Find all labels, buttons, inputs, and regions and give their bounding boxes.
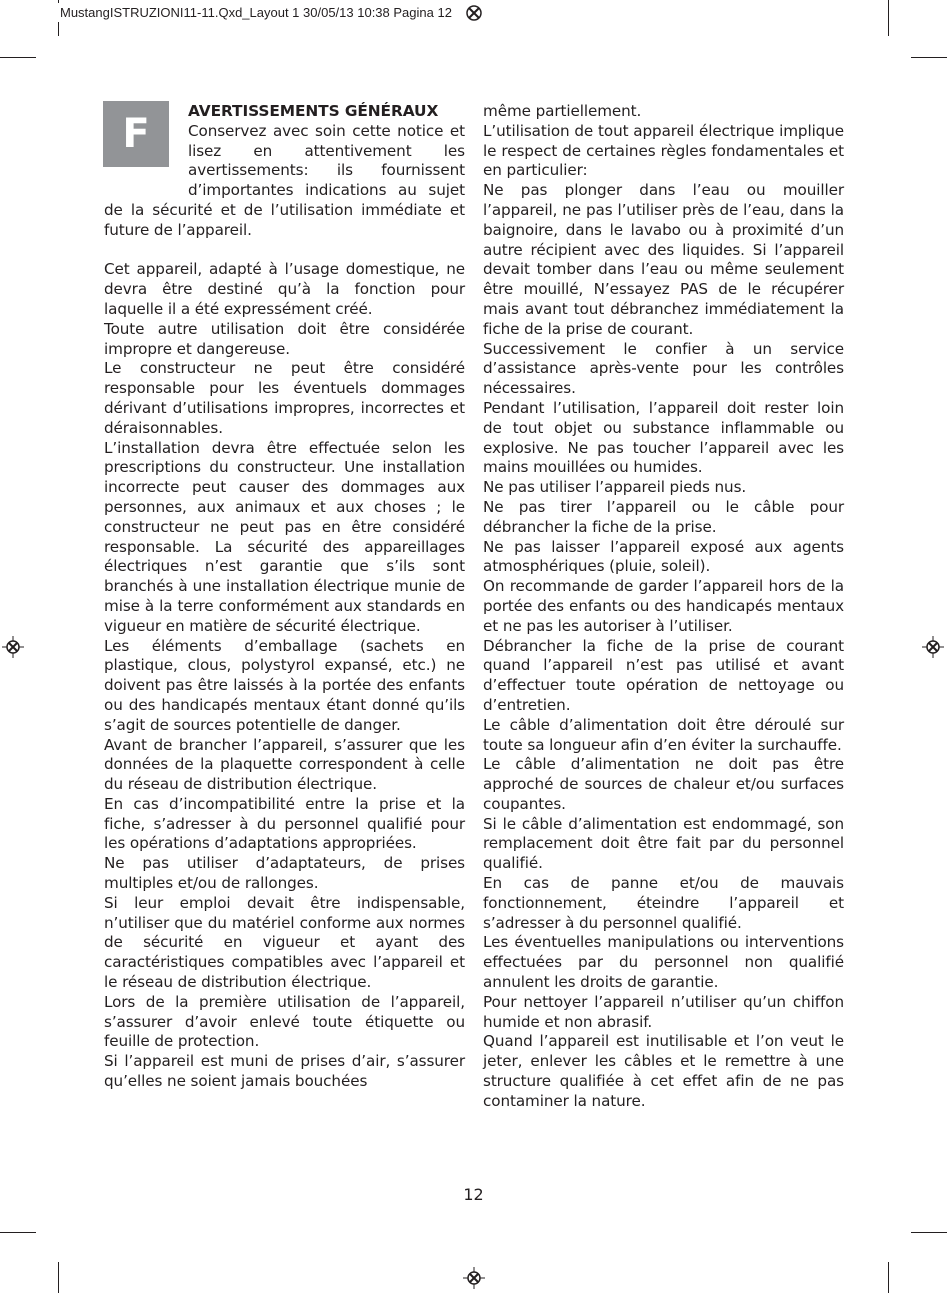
paragraph: Si leur emploi devait être indispensable, n’utiliser que du matériel conforme aux normes de sécurité en vigueur et ayant des caractéristiques compatibles avec l’appareil et le réseau de distribution électrique. bbox=[104, 893, 465, 992]
registration-mark-icon bbox=[2, 636, 24, 658]
registration-mark-icon bbox=[463, 2, 485, 24]
paragraph: Si le câble d’alimentation est endommagé, son remplacement doit être fait par du personnel qualifié. bbox=[483, 814, 844, 873]
paragraph: Le câble d’alimentation ne doit pas être approché de sources de chaleur et/ou surfaces coupantes. bbox=[483, 755, 844, 813]
page-number: 12 bbox=[463, 1185, 484, 1204]
crop-mark-top-left-h bbox=[0, 57, 36, 58]
tab-spacer bbox=[104, 102, 188, 185]
registration-mark-icon bbox=[922, 636, 944, 658]
paragraph: Pendant l’utilisation, l’appareil doit rester loin de tout objet ou substance inflammable ou explosive. Ne pas toucher l’appareil avec les mains mouillées ou humides. bbox=[483, 398, 844, 477]
paragraph: Avant de brancher l’appareil, s’assurer que les données de la plaquette correspondent à celle du réseau de distribution électrique. bbox=[104, 735, 465, 794]
paragraph: En cas d’incompatibilité entre la prise et la fiche, s’adresser à du personnel qualifié pour les opérations d’adaptations appropriées. bbox=[104, 794, 465, 853]
paragraph: En cas de panne et/ou de mauvais fonctionnement, éteindre l’appareil et s’adresser à du personnel qualifié. bbox=[483, 874, 844, 932]
crop-mark-bottom-right-h bbox=[911, 1232, 947, 1233]
paragraph: Les éléments d’emballage (sachets en plastique, clous, polystyrol expansé, etc.) ne doivent pas être laissés à la portée des enfants ou des handicapés mentaux étant donné qu’ils s’agit de sources potentielle de danger. bbox=[104, 636, 465, 734]
paragraph: On recommande de garder l’appareil hors de la portée des enfants ou des handicapés mentaux et ne pas les autoriser à l’utiliser. bbox=[483, 577, 844, 635]
paragraph: Débrancher la fiche de la prise de courant quand l’appareil n’est pas utilisé et avant d’effectuer toute opération de nettoyage ou d’entretien. bbox=[483, 636, 844, 714]
paragraph: Ne pas plonger dans l’eau ou mouiller l’appareil, ne pas l’utiliser près de l’eau, dans la baignoire, dans le lavabo ou à proximité d’un autre récipient avec des liquides. Si l’appareil devait tomber dans l’eau ou même seulement être mouillé, N’essayez PAS de le récupérer mais avant tout débranchez immédiatement la fiche de la prise de courant. bbox=[483, 181, 844, 338]
paragraph: Ne pas laisser l’appareil exposé aux agents atmosphériques (pluie, soleil). bbox=[483, 537, 844, 576]
paragraph: Le constructeur ne peut être considéré responsable pour les éventuels dommages dérivant d’utilisations impropres, incorrectes et déraisonnables. bbox=[104, 359, 465, 437]
paragraph: Ne pas tirer l’appareil ou le câble pour débrancher la fiche de la prise. bbox=[483, 497, 844, 536]
crop-mark-bottom-right-v bbox=[888, 1262, 889, 1293]
section-heading: AVERTISSEMENTS GÉNÉRAUX bbox=[188, 102, 439, 120]
registration-mark-icon bbox=[463, 1267, 485, 1289]
right-column bbox=[483, 102, 844, 1112]
paragraph: Cet appareil, adapté à l’usage domestique, ne devra être destiné qu’à la fonction pour laquelle il a été expressément créé. bbox=[104, 260, 465, 318]
crop-mark-bottom-left-v bbox=[58, 1262, 59, 1293]
crop-mark-bottom-left-h bbox=[0, 1232, 36, 1233]
intro-paragraph: Conservez avec soin cette notice et lisez en attentivement les avertissements: ils fournissent d’importantes indications au sujet de la sécurité et de l’utilisation immédiate et future de l’appareil. bbox=[104, 121, 465, 239]
paragraph: L’installation devra être effectuée selon les prescriptions du constructeur. Une installation incorrecte peut causer des dommages aux personnes, aux animaux et aux choses ; le constructeur ne peut pas en être considéré responsable. La sécurité des appareillages électriques n’est garantie que s’ils sont branchés à une installation électrique munie de mise à la terre conformément aux standards en vigueur en matière de sécurité électrique. bbox=[104, 438, 465, 635]
paragraph: Pour nettoyer l’appareil n’utiliser qu’un chiffon humide et non abrasif. bbox=[483, 992, 844, 1031]
left-column bbox=[104, 102, 465, 1092]
paragraph: Ne pas utiliser l’appareil pieds nus. bbox=[483, 478, 747, 497]
paragraph: Le câble d’alimentation doit être déroulé sur toute sa longueur afin d’en éviter la surchauffe. bbox=[483, 715, 844, 754]
slug-line: MustangISTRUZIONI11-11.Qxd_Layout 1 30/05/13 10:38 Pagina 12 bbox=[58, 3, 560, 22]
crop-mark-top-right-v bbox=[888, 0, 889, 36]
paragraph: Si l’appareil est muni de prises d’air, s’assurer qu’elles ne soient jamais bouchées bbox=[104, 1052, 465, 1091]
language-tab-letter: F bbox=[122, 111, 150, 157]
paragraph: Lors de la première utilisation de l’appareil, s’assurer d’avoir enlevé toute étiquette ou feuille de protection. bbox=[104, 992, 465, 1051]
paragraph: L’utilisation de tout appareil électrique implique le respect de certaines règles fondamentales et en particulier: bbox=[483, 121, 844, 180]
paragraph: même partiellement. bbox=[483, 102, 642, 120]
paragraph: Toute autre utilisation doit être considérée impropre et dangereuse. bbox=[104, 319, 465, 358]
paragraph-gap bbox=[104, 241, 465, 261]
paragraph: Les éventuelles manipulations ou interventions effectuées par du personnel non qualifié annulent les droits de garantie. bbox=[483, 933, 844, 992]
crop-mark-top-right-h bbox=[911, 57, 947, 58]
paragraph: Ne pas utiliser d’adaptateurs, de prises multiples et/ou de rallonges. bbox=[104, 854, 465, 893]
paragraph: Successivement le confier à un service d’assistance après-vente pour les contrôles nécessaires. bbox=[483, 339, 844, 398]
paragraph: Quand l’appareil est inutilisable et l’on veut le jeter, enlever les câbles et le remettre à une structure qualifiée à cet effet afin de ne pas contaminer la nature. bbox=[483, 1032, 844, 1110]
